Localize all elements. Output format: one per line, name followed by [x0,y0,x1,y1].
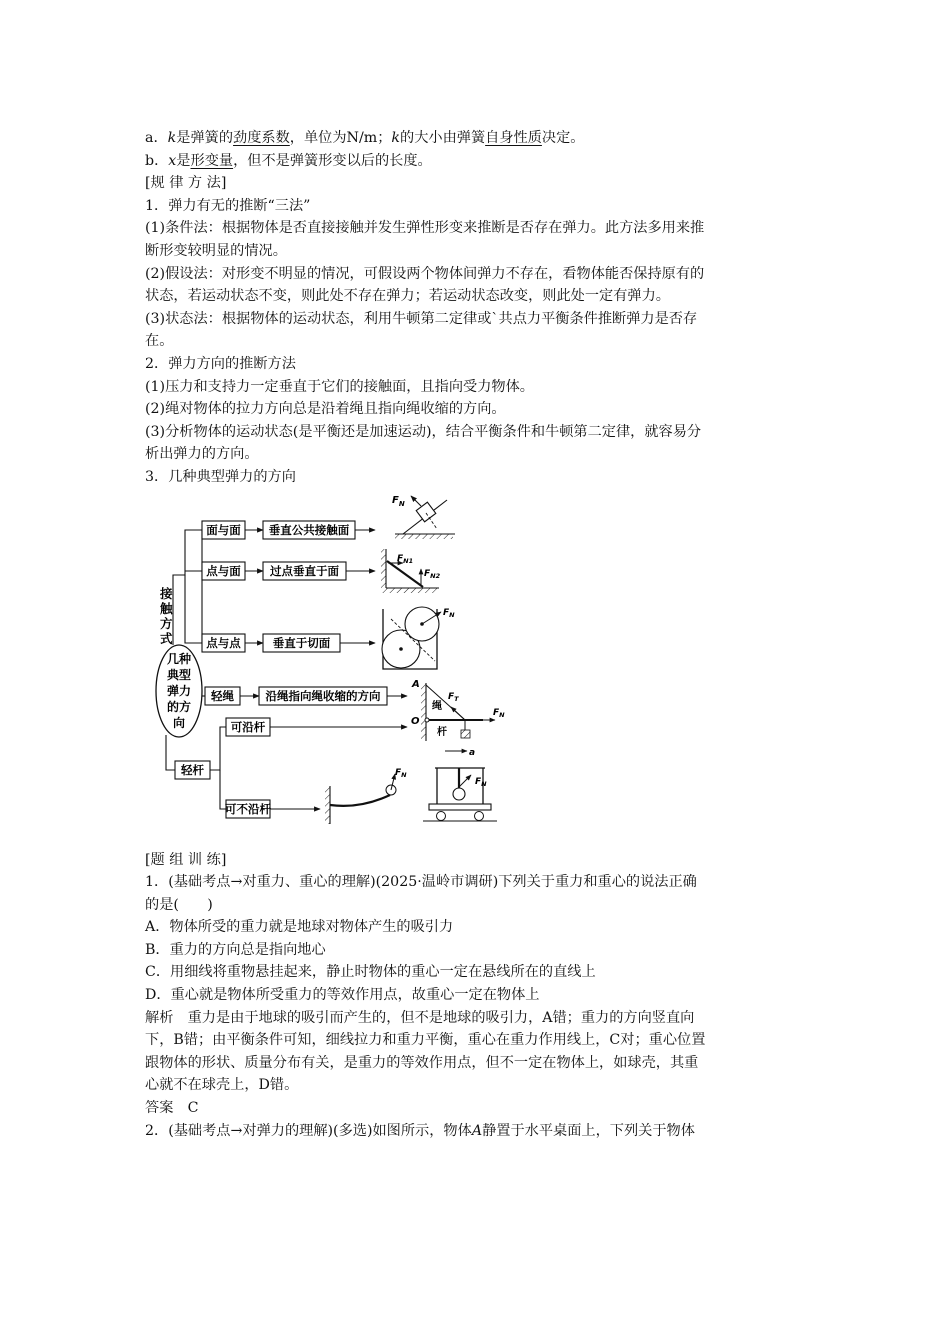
box-point-face: 点与面 [206,563,241,578]
option-b: B．重力的方向总是指向地心 [145,941,326,958]
text: k [391,130,400,146]
solution-line: 解析 重力是由于地球的吸引而产生的，但不是地球的吸引力，A错；重力的方向竖直向 [145,1009,695,1026]
subheading: 1．弹力有无的推断“三法” [145,197,311,214]
box-not-along-rod: 可不沿杆 [225,801,271,816]
elastic-force-direction-diagram [145,491,810,841]
fn2-label: $F_{N2}$ [424,568,441,580]
paragraph-line: (3)状态法：根据物体的运动状态，利用牛顿第二定律或`共点力平衡条件推断弹力是否存 [145,310,698,327]
figure-block-incline [392,495,455,539]
fn-label: $F_N$ [392,494,405,508]
subheading: 2．弹力方向的推断方法 [145,355,296,372]
contact-label-1: 接触方式 [160,585,173,646]
text: ，单位为N/m； [289,130,392,146]
box-perp-through-point: 过点垂直于面 [270,563,339,578]
paragraph-line: 状态，若运动状态不变，则此处不存在弹力；若运动状态改变，则此处一定有弹力。 [145,288,670,305]
option-d: D．重心就是物体所受重力的等效作用点，故重心一定在物体上 [145,987,540,1004]
text: k [167,130,177,146]
center-label-4: 的方 [166,699,192,714]
fn1-label: $F_{N1}$ [397,553,414,565]
figure-bent-rod-ball [325,768,407,824]
figure-cart [423,748,497,821]
solution-line: 跟物体的形状、质量分布有关，是重力的等效作用点，但不一定在物体上，如球壳，其重 [145,1054,699,1071]
paragraph-line: (3)分析物体的运动状态(是平衡还是加速运动)，结合平衡条件和牛顿第二定律，就容易分 [145,423,702,440]
label-a-point: A [412,678,420,690]
box-light-rope: 轻绳 [211,688,234,703]
text: 静置于水平桌面上，下列关于物体 [482,1122,695,1139]
label-rod: 杆 [437,726,447,738]
solution-line: 下，B错；由平衡条件可知，细线拉力和重力平衡，重心在重力作用线上，C对；重心位置 [145,1032,706,1049]
solution-line: 心就不在球壳上，D错。 [145,1077,299,1094]
question-line: 1．(基础考点→对重力、重心的理解)(2025·温岭市调研)下列关于重力和重心的说法正确 [145,874,697,891]
box-perp-common-surface: 垂直公共接触面 [268,522,350,537]
paragraph-line: 断形变较明显的情况。 [145,242,287,259]
figure-two-balls [382,607,455,669]
text: ，但不是弹簧形变以后的长度。 [233,152,432,169]
underlined-term: 自身性质 [485,130,542,146]
line-b [145,150,810,173]
underlined-term: 形变量 [190,152,234,169]
fn-label-bent: $F_N$ [395,767,407,779]
question-line: 的是( ) [145,896,213,913]
box-face-face: 面与面 [206,522,241,537]
section-heading: [规 律 方 法] [145,175,227,192]
label-accel: a [469,747,476,758]
fn-label-balls: $F_N$ [443,607,455,619]
fn-label-cart: $F_N$ [475,776,487,788]
box-rope-direction: 沿绳指向绳收缩的方向 [265,688,381,703]
text: 是 [176,152,191,169]
document-body [145,127,810,1142]
text: b． [145,152,169,169]
fn-label-rope: $F_N$ [493,707,505,719]
text: a． [145,130,168,146]
label-o-point: O [411,715,420,727]
center-label-2: 典型 [166,667,192,682]
paragraph-line: (2)假设法：对形变不明显的情况，可假设两个物体间弹力不存在，看物体能否保持原有的 [145,265,705,282]
question-line [145,1120,810,1143]
text: 2．(基础考点→对弹力的理解)(多选)如图所示，物体 [145,1122,472,1139]
center-label-1: 几种 [166,651,192,666]
answer-line: 答案 C [145,1100,199,1117]
paragraph-line: 析出弹力的方向。 [145,446,259,463]
text: 的大小由弹簧 [400,130,486,146]
section-heading: [题 组 训 练] [145,851,227,868]
box-light-rod: 轻杆 [181,762,204,777]
figure-rod-corner [381,549,441,593]
label-rope: 绳 [432,700,442,712]
option-c: C．用细线将重物悬挂起来，静止时物体的重心一定在悬线所在的直线上 [145,964,596,981]
subheading: 3．几种典型弹力的方向 [145,468,296,485]
text: 是弹簧的 [176,130,234,146]
center-label-5: 向 [172,715,186,730]
text: A [471,1122,483,1139]
paragraph-line: (1)压力和支持力一定垂直于它们的接触面，且指向受力物体。 [145,378,534,395]
box-point-point: 点与点 [206,635,241,650]
text: 决定。 [541,130,585,146]
underlined-term: 劲度系数 [233,130,290,146]
box-perp-tangent: 垂直于切面 [272,635,331,650]
paragraph-line: (2)绳对物体的拉力方向总是沿着绳且指向绳收缩的方向。 [145,401,506,418]
paragraph-line: 在。 [145,333,174,350]
figure-rope-rod [411,679,505,741]
paragraph-line: (1)条件法：根据物体是否直接接触并发生弹性形变来推断是否存在弹力。此方法多用来推 [145,220,705,237]
center-label-3: 弹力 [166,683,192,698]
line-a [145,127,810,150]
ft-label: $F_T$ [448,691,459,703]
text: x [168,152,177,169]
option-a: A．物体所受的重力就是地球对物体产生的吸引力 [145,919,454,936]
box-along-rod: 可沿杆 [230,719,266,734]
